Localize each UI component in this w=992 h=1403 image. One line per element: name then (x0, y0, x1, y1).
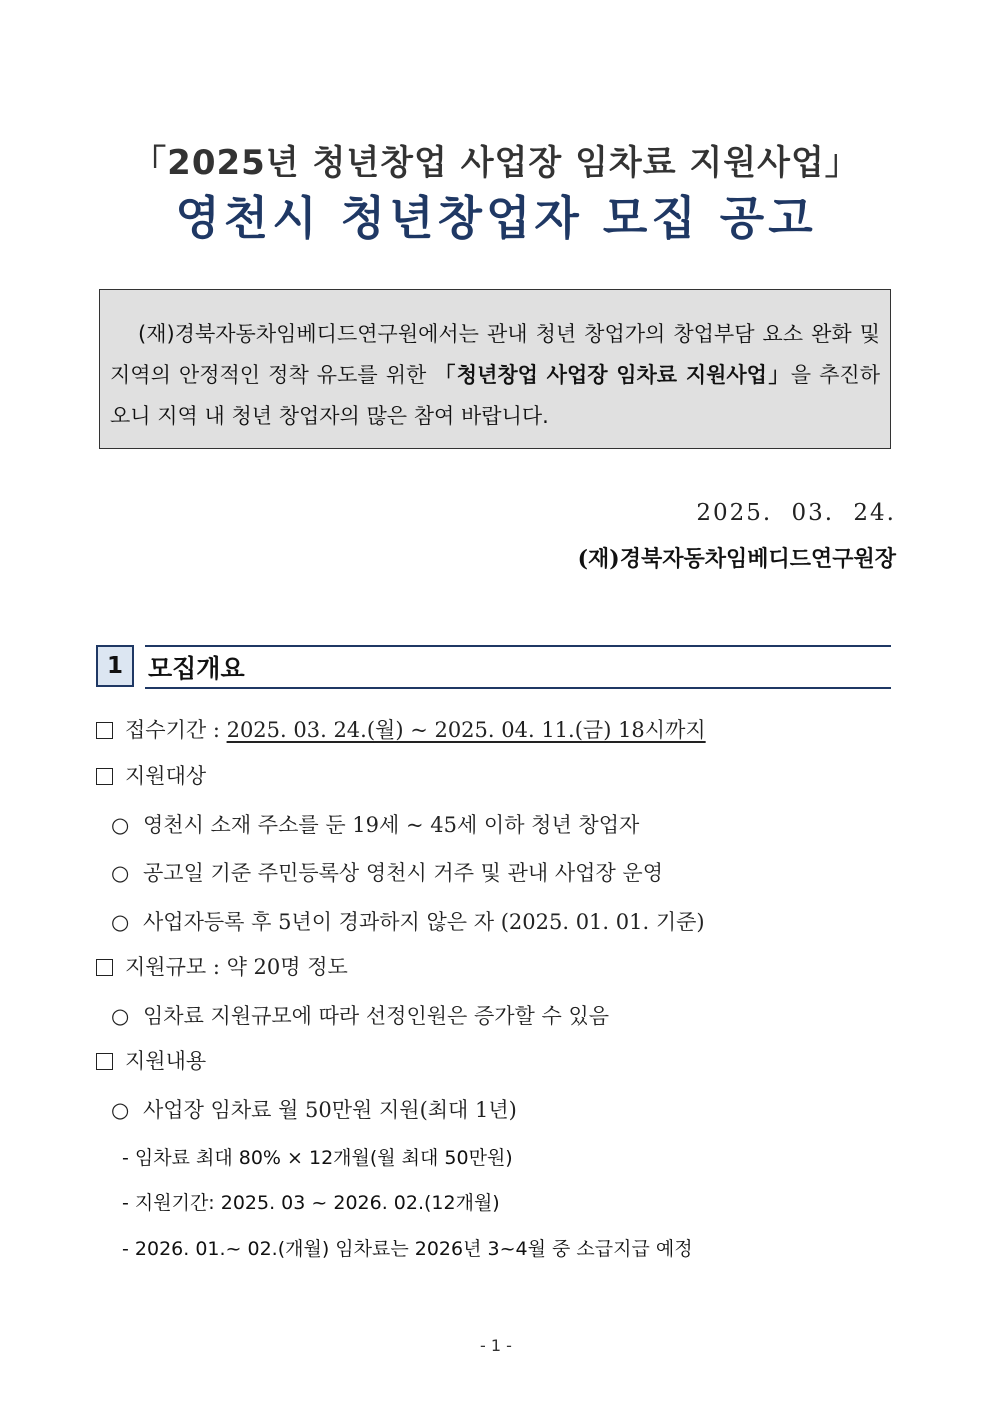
intro-bold-program: 「청년창업 사업장 임차료 지원사업」 (434, 363, 791, 387)
target-item-1 (111, 809, 639, 839)
organization-name: (재)경북자동차임베디드연구원장 (577, 546, 896, 572)
circle-bullet-icon: ○ (111, 1098, 130, 1122)
item-scale (96, 951, 348, 981)
section-rule-top (145, 645, 891, 647)
target-item-2 (111, 857, 663, 887)
square-bullet-icon (96, 1053, 113, 1070)
square-bullet-icon (96, 722, 113, 739)
content-dash-3: - 2026. 01.~ 02.(개월) 임차료는 2026년 3~4월 중 소급지급 예정 (122, 1238, 693, 1260)
content-label: 지원내용 (125, 1049, 207, 1073)
square-bullet-icon (96, 768, 113, 785)
circle-bullet-icon: ○ (111, 910, 130, 934)
section-rule-bottom (145, 687, 891, 689)
item-content (96, 1045, 206, 1075)
content-dash-2: - 지원기간: 2025. 03 ~ 2026. 02.(12개월) (122, 1192, 500, 1214)
content-dash-1: - 임차료 최대 80% × 12개월(월 최대 50만원) (122, 1147, 513, 1169)
page-number: - 1 - (480, 1336, 512, 1355)
target-label: 지원대상 (125, 764, 207, 788)
section-title: 모집개요 (148, 654, 245, 683)
target-text-3: 사업자등록 후 5년이 경과하지 않은 자 (2025. 01. 01. 기준) (143, 910, 705, 934)
circle-bullet-icon: ○ (111, 813, 130, 837)
title-line-2: 영천시 청년창업자 모집 공고 (175, 191, 817, 245)
item-target (96, 760, 206, 790)
content-text-1: 사업장 임차료 월 50만원 지원(최대 1년) (143, 1098, 517, 1122)
period-label: 접수기간 : (125, 718, 227, 742)
intro-box (99, 289, 891, 449)
announcement-date: 2025. 03. 24. (696, 500, 896, 526)
target-text-1: 영천시 소재 주소를 둔 19세 ~ 45세 이하 청년 창업자 (143, 813, 640, 837)
title-line-1: 「2025년 청년창업 사업장 임차료 지원사업」 (132, 143, 860, 183)
target-text-2: 공고일 기준 주민등록상 영천시 거주 및 관내 사업장 운영 (143, 861, 663, 885)
intro-text-2: 을 추진하오니 지역 내 청년 창업자의 많은 참여 바랍니다. (110, 363, 880, 428)
intro-text-1: (재)경북자동차임베디드연구원에서는 관내 청년 창업가의 창업부담 요소 완화 및 지역의 안정적인 정착 유도를 위한 (110, 322, 880, 387)
section-number: 1 (96, 645, 134, 687)
content-item-1 (111, 1094, 517, 1124)
circle-bullet-icon: ○ (111, 1004, 130, 1028)
item-period (96, 714, 706, 744)
square-bullet-icon (96, 959, 113, 976)
scale-text-1: 임차료 지원규모에 따라 선정인원은 증가할 수 있음 (143, 1004, 610, 1028)
scale-item-1 (111, 1000, 609, 1030)
period-value: 2025. 03. 24.(월) ~ 2025. 04. 11.(금) 18시까지 (226, 718, 706, 742)
scale-label: 지원규모 : 약 20명 정도 (125, 955, 348, 979)
target-item-3 (111, 906, 705, 936)
circle-bullet-icon: ○ (111, 861, 130, 885)
